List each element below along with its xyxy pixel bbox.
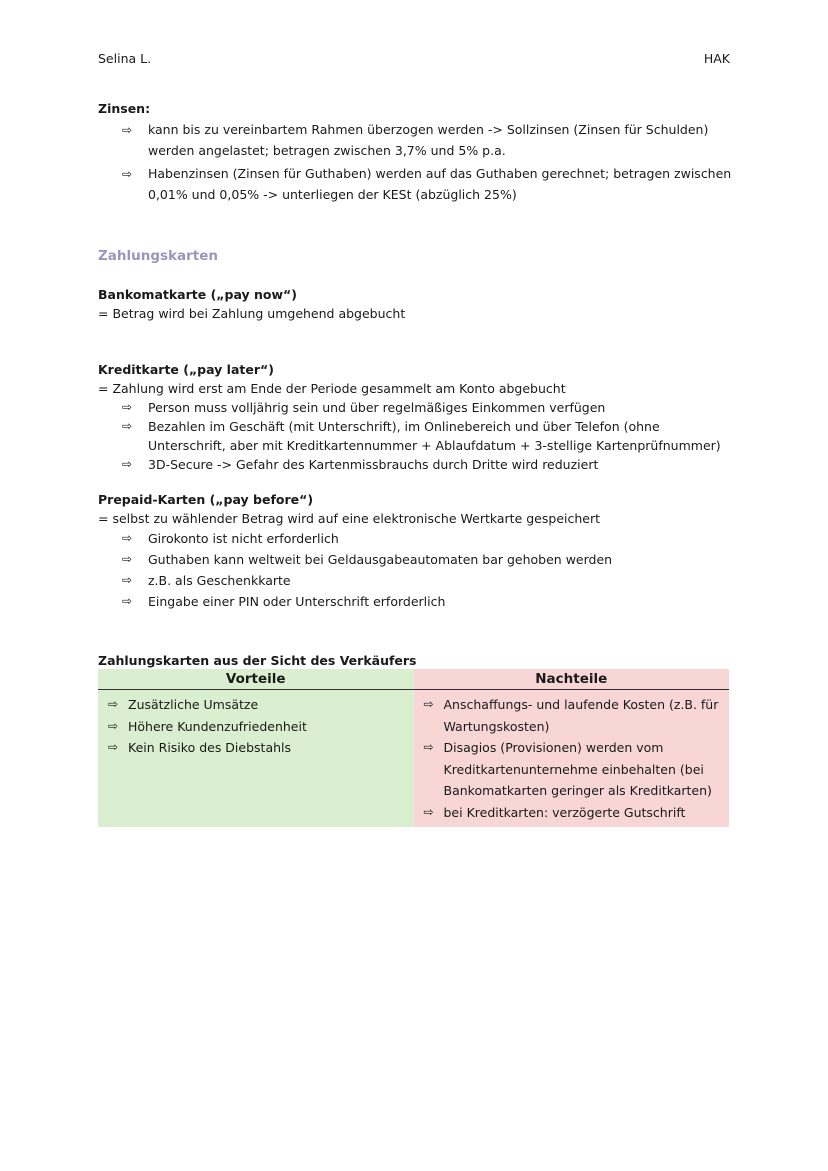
arrow-right-icon: ⇨ <box>122 400 133 414</box>
list-item <box>414 802 724 824</box>
list-item <box>98 591 738 612</box>
arrow-right-icon: ⇨ <box>423 740 434 754</box>
nachteile-cell <box>414 690 730 828</box>
list-item <box>98 716 414 738</box>
list-item-text: 3D-Secure -> Gefahr des Kartenmissbrauchs durch Dritte wird reduziert <box>148 457 599 472</box>
arrow-right-icon: ⇨ <box>108 740 119 754</box>
list-item <box>98 455 738 474</box>
vorteile-list <box>98 694 414 759</box>
list-item-text: Eingabe einer PIN oder Unterschrift erforderlich <box>148 594 446 609</box>
list-item-text: Bezahlen im Geschäft (mit Unterschrift), im Onlinebereich und über Telefon (ohne Unterschrift, aber mit Kreditkartennummer + Ablaufdatum + 3-stellige Kartenprüfnummer) <box>148 419 721 453</box>
list-item <box>414 737 724 802</box>
zahlungskarten-heading: Zahlungskarten <box>98 248 219 264</box>
list-item-text: Kein Risiko des Diebstahls <box>128 740 292 755</box>
prepaid-definition: = selbst zu wählender Betrag wird auf eine elektronische Wertkarte gespeichert <box>98 511 601 526</box>
prepaid-list <box>98 528 738 612</box>
arrow-right-icon: ⇨ <box>122 167 133 181</box>
arrow-right-icon: ⇨ <box>122 594 133 608</box>
kredit-title: Kreditkarte („pay later“) <box>98 362 274 377</box>
list-item-text: z.B. als Geschenkkarte <box>148 573 291 588</box>
verkaeufer-title: Zahlungskarten aus der Sicht des Verkäufers <box>98 653 417 668</box>
list-item-text: Person muss volljährig sein und über regelmäßiges Einkommen verfügen <box>148 400 606 415</box>
list-item <box>98 528 738 549</box>
bankomat-section <box>98 285 738 323</box>
kredit-section <box>98 360 738 474</box>
list-item-text: bei Kreditkarten: verzögerte Gutschrift <box>443 804 686 820</box>
arrow-right-icon: ⇨ <box>122 552 133 566</box>
list-item-text: Zusätzliche Umsätze <box>128 697 259 712</box>
list-item-text: Girokonto ist nicht erforderlich <box>148 531 339 546</box>
header-school: HAK <box>703 51 730 66</box>
list-item-text: Habenzinsen (Zinsen für Guthaben) werden auf das Guthaben gerechnet; betragen zwischen 0,01% und 0,05% -> unterliegen der KESt (abzüglich 25%) <box>148 166 732 202</box>
list-item <box>414 694 724 737</box>
bankomat-definition: = Betrag wird bei Zahlung umgehend abgebucht <box>98 306 406 321</box>
zinsen-section <box>98 99 738 207</box>
arrow-right-icon: ⇨ <box>122 457 133 471</box>
nachteile-header: Nachteile <box>414 669 730 690</box>
list-item-text: Anschaffungs- und laufende Kosten (z.B. für Wartungskosten) <box>443 697 719 734</box>
list-item <box>98 119 738 161</box>
list-item <box>98 398 738 417</box>
verkaeufer-table <box>98 669 729 827</box>
nachteile-list <box>414 694 730 823</box>
arrow-right-icon: ⇨ <box>122 531 133 545</box>
list-item-text: kann bis zu vereinbartem Rahmen überzogen werden -> Sollzinsen (Zinsen für Schulden) werden angelastet; betragen zwischen 3,7% und 5% p.a. <box>148 122 709 158</box>
list-item <box>98 417 738 455</box>
arrow-right-icon: ⇨ <box>423 697 434 711</box>
list-item-text: Höhere Kundenzufriedenheit <box>128 718 307 734</box>
arrow-right-icon: ⇨ <box>122 419 133 433</box>
kredit-definition: = Zahlung wird erst am Ende der Periode gesammelt am Konto abgebucht <box>98 381 566 396</box>
arrow-right-icon: ⇨ <box>423 804 434 819</box>
list-item <box>98 549 738 570</box>
header-author: Selina L. <box>98 51 152 66</box>
list-item <box>98 694 414 716</box>
list-item <box>98 737 414 759</box>
vorteile-cell <box>98 690 414 828</box>
list-item-text: Guthaben kann weltweit bei Geldausgabeautomaten bar gehoben werden <box>148 552 613 567</box>
bankomat-title: Bankomatkarte („pay now“) <box>98 287 297 302</box>
vorteile-header: Vorteile <box>98 669 414 690</box>
prepaid-title: Prepaid-Karten („pay before“) <box>98 492 314 507</box>
list-item-text: Disagios (Provisionen) werden vom Kreditkartenunternehme einbehalten (bei Bankomatkarten geringer als Kreditkarten) <box>443 740 712 798</box>
list-item <box>98 163 738 205</box>
zinsen-list <box>98 119 738 205</box>
list-item <box>98 570 738 591</box>
arrow-right-icon: ⇨ <box>108 718 119 733</box>
arrow-right-icon: ⇨ <box>108 697 119 711</box>
zinsen-title: Zinsen: <box>98 101 151 116</box>
arrow-right-icon: ⇨ <box>122 573 133 587</box>
prepaid-section <box>98 490 738 612</box>
kredit-list <box>98 398 738 474</box>
arrow-right-icon: ⇨ <box>122 123 133 137</box>
